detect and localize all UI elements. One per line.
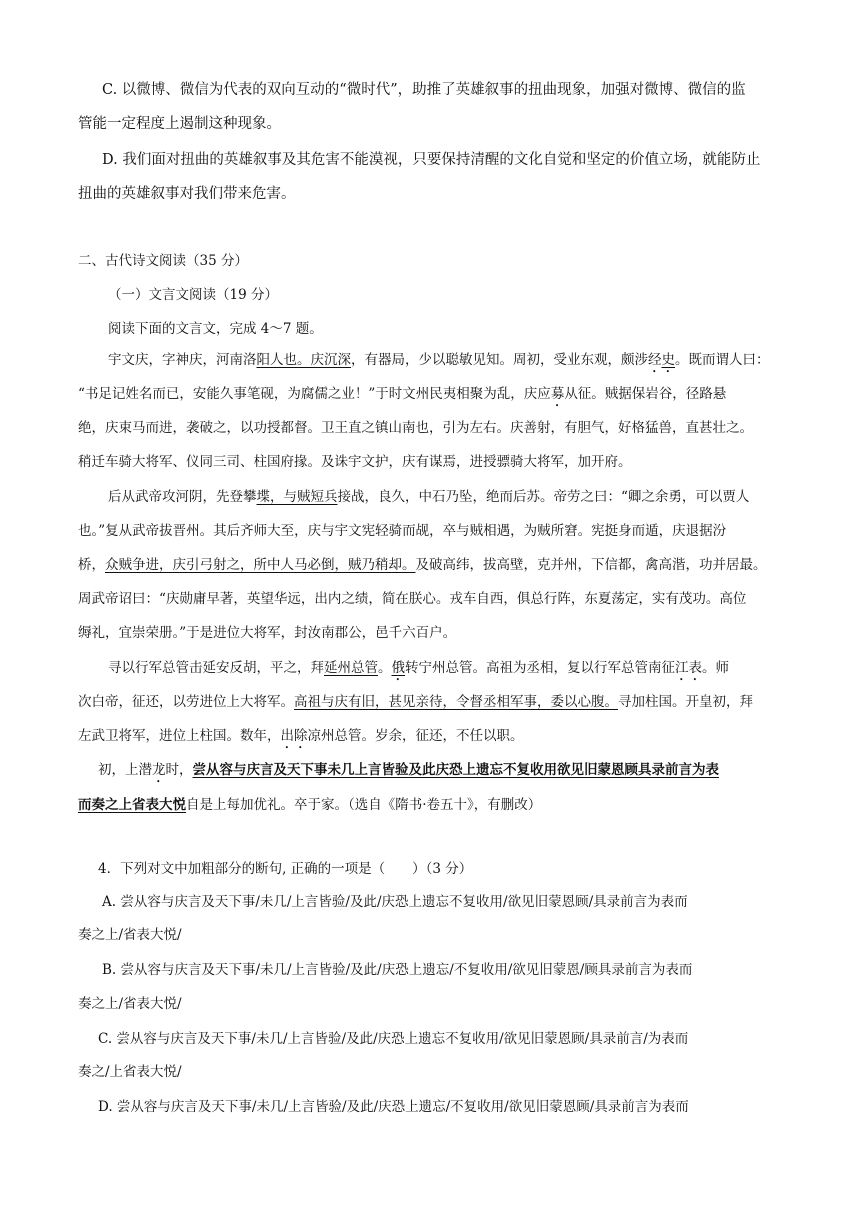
text: 左武卫将军，进位上柱国。数年， [78, 728, 281, 744]
passage-p2-line1 [108, 487, 749, 507]
passage-p2-line5: 缛礼，宜崇荣册。”于是进位大将军，封汝南郡公，邑千六百户。 [78, 625, 457, 641]
text: 凉州总管。岁余，征还，不任以职。 [307, 728, 524, 744]
q4-option-c-line2: 奏之/上省表大悦/ [78, 1064, 182, 1080]
text: 后从武帝攻河阴，先登攀 [108, 489, 257, 505]
passage-p4-line1 [98, 760, 719, 786]
q4-option-b-line2: 奏之上/省表大悦/ [78, 996, 182, 1012]
question-4-stem: 4．下列对文中加粗部分的断句, 正确的一项是（ ）（3 分） [98, 861, 473, 877]
option-c-line1: C. 以微博、微信为代表的双向互动的“微时代”，助推了英雄叙事的扭曲现象，加强对微博、微信的监 [102, 82, 746, 98]
q4-option-b-line1: B. 尝从容与庆言及天下事/未几/上言皆验/及此/庆恐上遗忘/不复收用/欲见旧蒙恩/顾具录前言为表而 [102, 962, 693, 978]
dotted-word: 龙 [152, 762, 166, 778]
text: 从征。贼据保岩谷，径路悬 [564, 386, 727, 402]
text: 及破高纬，拔高壁，克并州，下信都，禽高湝，功并居最。 [415, 557, 767, 573]
q4-option-a-line1: A. 尝从容与庆言及天下事/未几/上言皆验/及此/庆恐上遗忘不复收用/欲见旧蒙恩顾/具录前言为表而 [102, 894, 688, 910]
passage-p4-line2 [78, 795, 541, 815]
text: 初，上潜 [98, 762, 152, 778]
dotted-word: 经 [648, 352, 662, 368]
bold-segment: 尝从容与庆言及天下事未几上言皆验及此庆恐上遗忘不复收用欲见旧蒙恩顾具录前言为表 [192, 762, 719, 778]
text: 接战，良久，中石乃坠，绝而后苏。帝劳之曰：“卿之余勇，可以贾人 [337, 489, 750, 505]
text: 次白帝，征还，以劳进位上大将军。 [78, 694, 294, 710]
underlined-text: 堞，与贼短兵 [256, 489, 338, 505]
option-d-line2: 扭曲的英雄叙事对我们带来危害。 [78, 186, 296, 202]
option-d-line1: D. 我们面对扭曲的英雄叙事及其危害不能漠视，只要保持清醒的文化自觉和坚定的价值立场，就能防止 [102, 152, 761, 168]
text: 桥， [78, 557, 105, 573]
text: 。 [378, 660, 392, 676]
q4-option-a-line2: 奏之上/省表大悦/ [78, 927, 182, 943]
passage-p1-line1 [108, 350, 770, 376]
text: 。既而谓人曰： [675, 352, 770, 368]
dotted-word: 史 [661, 352, 675, 368]
q4-option-c-line1: C. 尝从容与庆言及天下事/未几/上言皆验/及此/庆恐上遗忘不复收用/欲见旧蒙恩顾/具录前言/为表而 [98, 1031, 689, 1047]
text: 寻以行军总管击延安反胡，平之，拜 [108, 660, 324, 676]
passage-p1-line2 [78, 384, 726, 410]
underlined-text: 延州总管 [324, 660, 378, 676]
dotted-word: 除 [294, 728, 308, 744]
passage-p2-line2: 也。”复从武帝拔晋州。其后齐师大至，庆与宇文宪轻骑而觇，卒与贼相遇，为贼所窘。宪挺身而遁，庆退据汾 [78, 523, 727, 539]
dotted-word: 俄 [391, 660, 405, 676]
passage-p3-line3 [78, 726, 524, 752]
text: ，有器局，少以聪敏见知。周初，受业东观，颇涉 [351, 352, 648, 368]
dotted-word: 江表 [675, 660, 702, 676]
dotted-word: 出 [280, 728, 294, 744]
passage-p2-line3 [78, 555, 767, 575]
dotted-word: 募 [550, 386, 565, 402]
underlined-sentence: 众贼争进，庆引弓射之，所中人马必倒，贼乃稍却。 [105, 557, 416, 573]
instruction: 阅读下面的文言文，完成 4～7 题。 [108, 321, 323, 337]
passage-p1-line3: 绝，庆束马而进，袭破之，以功授都督。卫王直之镇山南也，引为左右。庆善射，有胆气，好格猛兽，直甚壮之。 [78, 420, 753, 436]
section2-title: 二、古代诗文阅读（35 分） [78, 253, 248, 269]
passage-p2-line4: 周武帝诏曰：“庆勋庸早著，英望华远，出内之绩，简在朕心。戎车自西，俱总行阵，东夏荡定，实有茂功。高位 [78, 591, 747, 607]
text: 寻加柱国。开皇初，拜 [618, 694, 753, 710]
text: “书足记姓名而已，安能久事笔砚，为腐儒之业！”于时文州民夷相聚为乱，庆应 [78, 386, 551, 402]
bold-segment: 而奏之上省表大悦 [78, 797, 186, 813]
subsection1-title: （一）文言文阅读（19 分） [108, 287, 278, 303]
option-c-line2: 管能一定程度上遏制这种现象。 [78, 116, 281, 132]
text: 时， [165, 762, 193, 778]
text: 转宁州总管。高祖为丞相，复以行军总管南征 [405, 660, 675, 676]
underlined-sentence: 高祖与庆有旧，甚见亲待，令督丞相军事，委以心腹。 [294, 694, 618, 710]
passage-p3-line1 [108, 658, 729, 684]
text: 。师 [702, 660, 729, 676]
underlined-text: 阳人也。庆沉深 [256, 352, 351, 368]
q4-option-d-line1: D. 尝从容与庆言及天下事/未几/上言皆验/及此/庆恐上遗忘/不复收用/欲见旧蒙恩顾/具录前言为表而 [98, 1099, 689, 1115]
text: 自是上每加优礼。卒于家。（选自《隋书·卷五十》，有删改） [186, 797, 542, 813]
passage-p3-line2 [78, 692, 753, 712]
text: 宇文庆，字神庆，河南洛 [108, 352, 257, 368]
passage-p1-line4: 稍迁车骑大将军、仪同三司、柱国府掾。及诛宇文护，庆有谋焉，进授骠骑大将军，加开府。 [78, 454, 632, 470]
